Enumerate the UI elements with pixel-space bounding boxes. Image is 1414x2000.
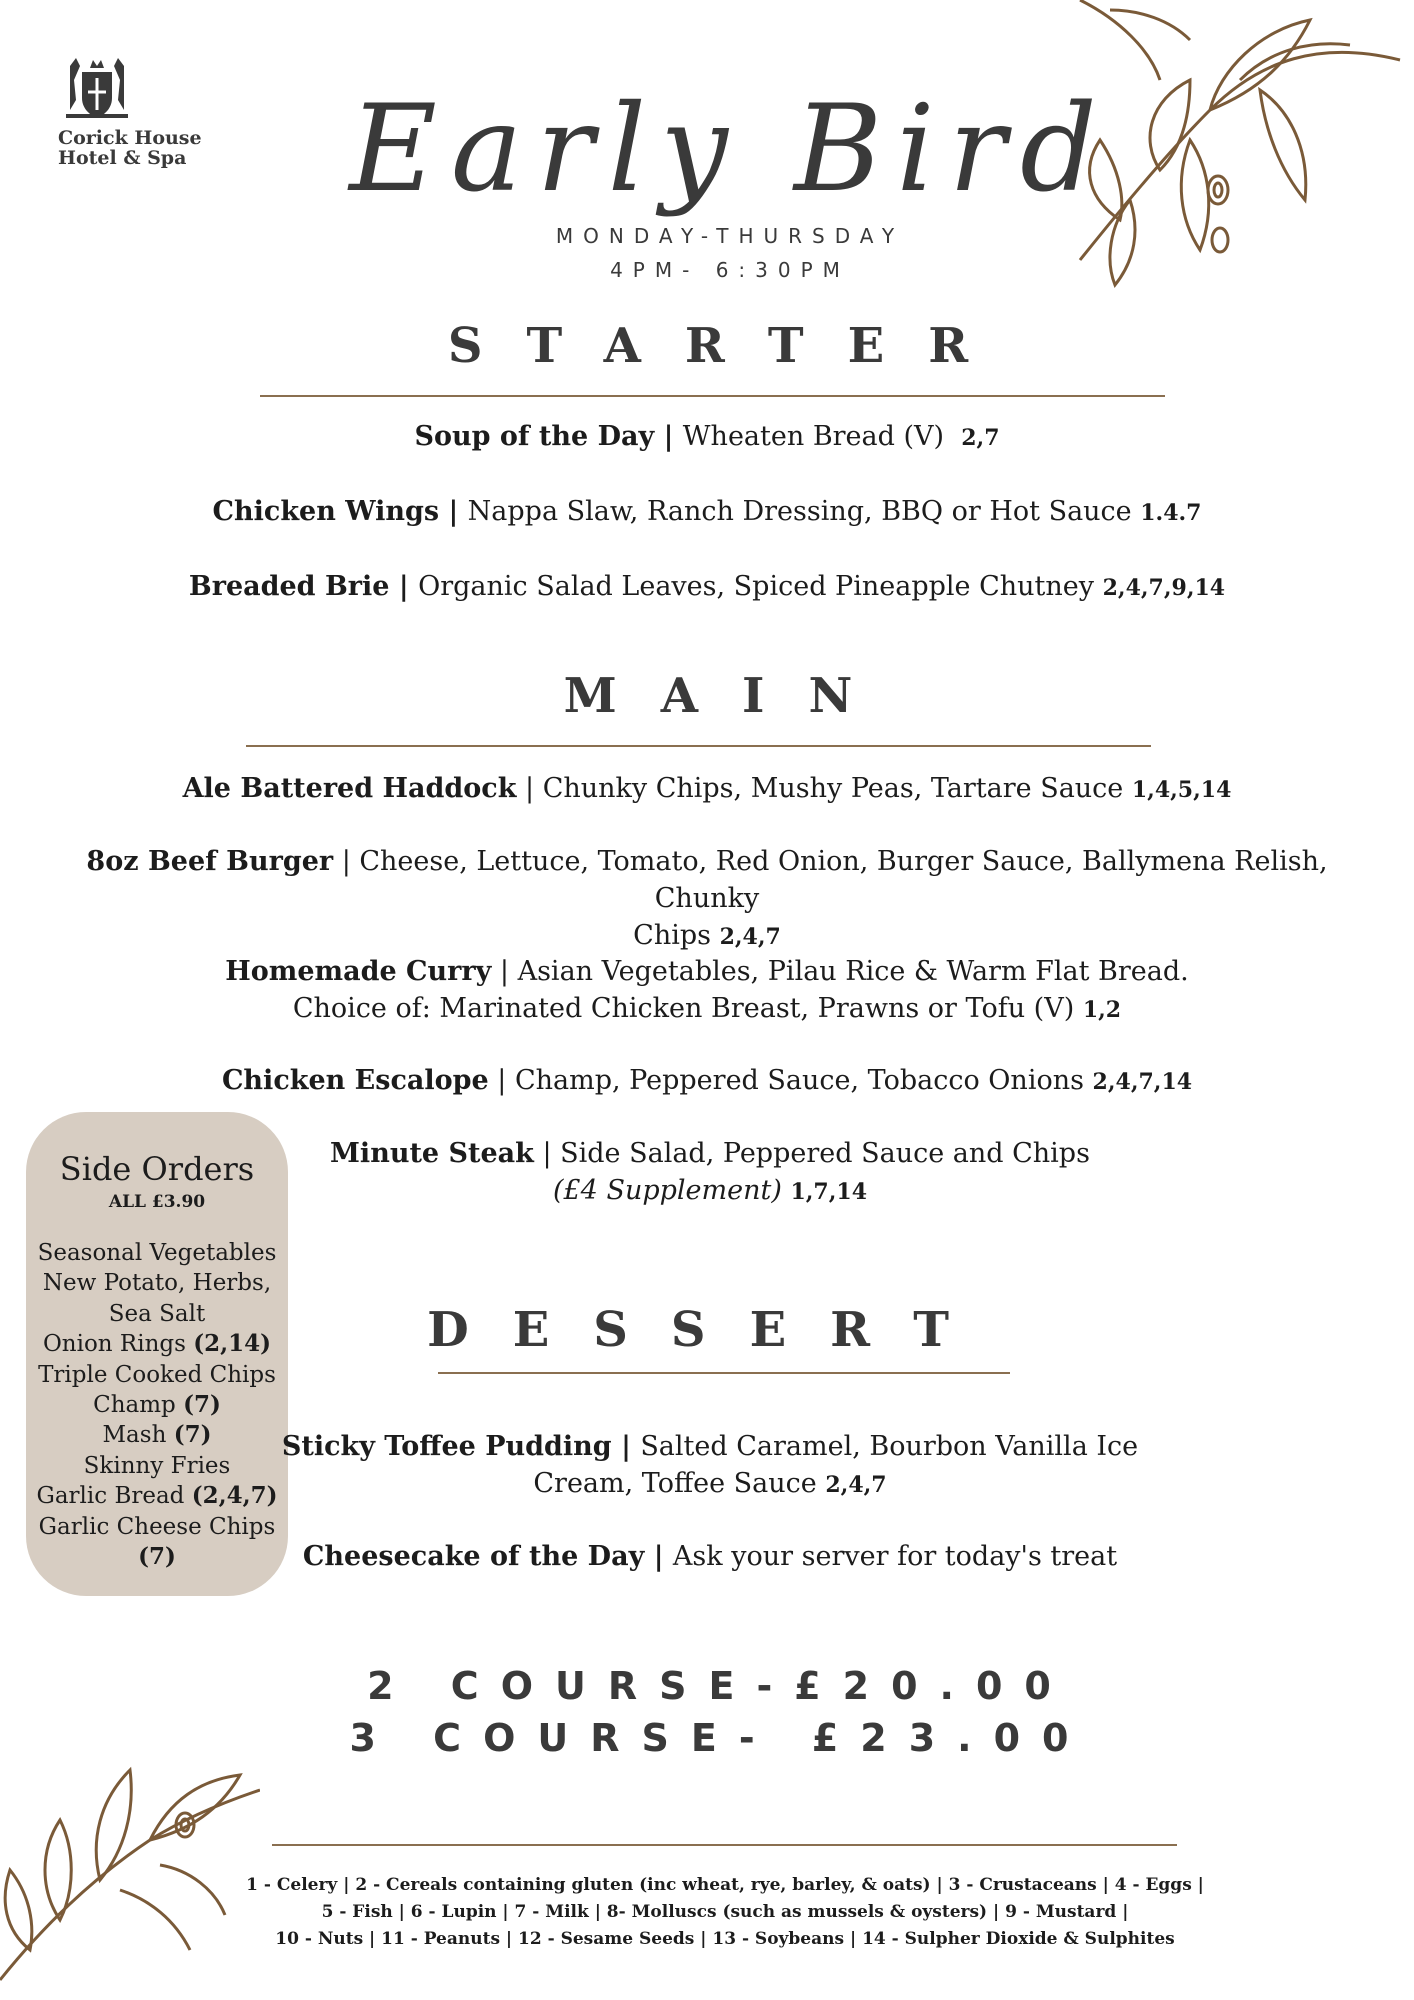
hours-label: 4PM- 6:30PM [610, 258, 850, 282]
crest-icon [62, 54, 132, 124]
list-item: Sea Salt [108, 1300, 206, 1327]
page-title: Early Bird [349, 80, 1111, 219]
allergen-key-line1: 1 - Celery | 2 - Cereals containing gluten (inc wheat, rye, barley, & oats) | 3 - Crustaceans | 4 - Eggs | [246, 1875, 1204, 1895]
item-name: Chicken Wings [212, 496, 440, 527]
menu-item: Ale Battered Haddock | Chunky Chips, Mushy Peas, Tartare Sauce 1,4,5,14 [182, 773, 1232, 804]
item-desc-line2: Cream, Toffee Sauce [533, 1468, 817, 1499]
menu-item: Minute Steak | Side Salad, Peppered Sauce and Chips (£4 Supplement) 1,7,14 [330, 1138, 1090, 1206]
allergen-key [240, 1872, 1210, 1953]
item-name: Minute Steak [330, 1138, 534, 1169]
two-course-price: 2 COURSE-£20.00 [367, 1664, 1073, 1708]
item-desc: Ask your server for today's treat [672, 1541, 1118, 1572]
menu-item: 8oz Beef Burger | Cheese, Lettuce, Tomato, Red Onion, Burger Sauce, Ballymena Relish, Chunky Chips 2,4,7 [86, 846, 1328, 951]
list-item: Skinny Fries [83, 1452, 231, 1479]
starter-divider [260, 395, 1165, 397]
item-allergens: 2,4,7 [719, 924, 781, 950]
list-item: Triple Cooked Chips [38, 1361, 276, 1388]
menu-item: Chicken Wings | Nappa Slaw, Ranch Dressing, BBQ or Hot Sauce 1.4.7 [212, 496, 1202, 527]
main-heading: MAIN [563, 668, 897, 724]
item-desc: Organic Salad Leaves, Spiced Pineapple Chutney [418, 571, 1095, 602]
days-label: MONDAY-THURSDAY [555, 224, 905, 248]
logo-line2: Hotel & Spa [58, 147, 187, 169]
menu-item: Soup of the Day | Wheaten Bread (V) 2,7 [414, 421, 1000, 452]
list-item: Garlic Cheese Chips [38, 1513, 276, 1540]
logo-line1: Corick House [58, 127, 202, 149]
side-orders-price: ALL £3.90 [108, 1192, 206, 1212]
item-allergens: 2,4,7 [825, 1472, 887, 1498]
dessert-heading: DESSERT [427, 1302, 993, 1358]
three-course-price: 3 COURSE- £23.00 [349, 1716, 1091, 1760]
item-name: Sticky Toffee Pudding [281, 1431, 612, 1462]
item-desc: Cheese, Lettuce, Tomato, Red Onion, Burger Sauce, Ballymena Relish, Chunky [359, 846, 1328, 914]
starter-heading: STARTER [447, 318, 1013, 374]
dessert-divider [438, 1372, 1010, 1374]
item-allergens: 1,7,14 [790, 1179, 868, 1205]
side-orders-title: Side Orders [59, 1150, 255, 1188]
item-desc-line2: Chips [633, 920, 711, 951]
list-item: Garlic Bread (2,4,7) [36, 1482, 278, 1510]
item-name: Chicken Escalope [221, 1065, 489, 1096]
item-desc: Side Salad, Peppered Sauce and Chips [560, 1138, 1090, 1169]
item-name: 8oz Beef Burger [86, 846, 334, 877]
item-name: Ale Battered Haddock [182, 773, 517, 804]
main-divider [246, 745, 1151, 747]
menu-item: Cheesecake of the Day | Ask your server for today's treat [302, 1541, 1118, 1572]
list-item: Champ (7) [93, 1391, 221, 1419]
item-desc: Nappa Slaw, Ranch Dressing, BBQ or Hot Sauce [467, 496, 1132, 527]
leaf-decoration-bottom-icon [0, 1730, 260, 2000]
item-allergens: 2,4,7,9,14 [1102, 575, 1226, 601]
item-name: Soup of the Day [414, 421, 655, 452]
list-item: Seasonal Vegetables [37, 1240, 277, 1266]
list-item: Mash (7) [102, 1421, 212, 1449]
menu-item: Breaded Brie | Organic Salad Leaves, Spiced Pineapple Chutney 2,4,7,9,14 [188, 571, 1226, 602]
menu-item: Chicken Escalope | Champ, Peppered Sauce, Tobacco Onions 2,4,7,14 [221, 1065, 1193, 1096]
item-supplement: (£4 Supplement) [552, 1175, 782, 1206]
menu-item: Sticky Toffee Pudding | Salted Caramel, Bourbon Vanilla Ice Cream, Toffee Sauce 2,4,7 [281, 1431, 1139, 1499]
item-allergens: 1,4,5,14 [1131, 777, 1232, 803]
footer-divider [272, 1844, 1177, 1846]
list-item: Onion Rings (2,14) [42, 1330, 272, 1358]
side-orders-list [30, 1238, 284, 1572]
item-allergens: 2,7 [961, 425, 1000, 451]
item-desc: Wheaten Bread (V) [682, 421, 945, 452]
item-desc: Champ, Peppered Sauce, Tobacco Onions [514, 1065, 1084, 1096]
item-desc: Chunky Chips, Mushy Peas, Tartare Sauce [542, 773, 1124, 804]
item-name: Homemade Curry [225, 956, 492, 987]
hotel-logo [58, 54, 218, 168]
allergen-key-line3: 10 - Nuts | 11 - Peanuts | 12 - Sesame Seeds | 13 - Soybeans | 14 - Sulpher Dioxide & Sulphites [275, 1929, 1175, 1949]
item-allergens: 1.4.7 [1140, 500, 1202, 526]
item-allergens: 1,2 [1082, 997, 1122, 1023]
list-item: New Potato, Herbs, [42, 1270, 272, 1297]
item-allergens: 2,4,7,14 [1092, 1069, 1193, 1095]
item-desc: Salted Caramel, Bourbon Vanilla Ice [640, 1431, 1139, 1462]
item-name: Cheesecake of the Day [302, 1541, 645, 1572]
list-item: (7) [138, 1543, 176, 1571]
item-name: Breaded Brie [188, 571, 390, 602]
menu-item: Homemade Curry | Asian Vegetables, Pilau Rice & Warm Flat Bread. Choice of: Marinated Chicken Breast, Prawns or Tofu (V) 1,2 [225, 956, 1189, 1024]
item-desc: Asian Vegetables, Pilau Rice & Warm Flat Bread. [517, 956, 1189, 987]
item-desc-line2: Choice of: Marinated Chicken Breast, Prawns or Tofu (V) [292, 993, 1075, 1024]
allergen-key-line2: 5 - Fish | 6 - Lupin | 7 - Milk | 8- Molluscs (such as mussels & oysters) | 9 - Mustard | [321, 1902, 1129, 1922]
